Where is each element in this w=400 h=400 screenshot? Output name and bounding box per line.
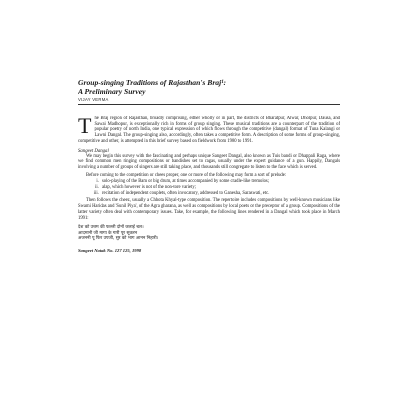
verse-line-3: अजननी पू फिर उपजी, सुर को भाग आनन निहारी। bbox=[78, 236, 159, 242]
intro-text: he Braj region of Rajasthan, broadly comprising, either wholly or in part, the districts of Bharatpur, Alwar, Dholpur, Dausa, and Sawai Madhopur, is exceptionally rich in forms of group singing. These musical traditions are a counterpart of the tradition of popular poetry of north India, one typical expression of which flows through the competitive (dangal) format of Tuna Kalangi or Lawni Dangal. The group-singing also, accordingly, often takes a competitive form. A description of some forms of group-singing, competitive and other, is attempted in this brief survey based on fieldwork from 1980 to 1991. bbox=[78, 116, 340, 144]
intro-paragraph bbox=[78, 116, 340, 145]
body-paragraph-3: Then follows the cheez, usually a Chhota Khyal-type composition. The repertoire includes compositions by well-known musicians like Swami Haridas and 'Sunil Piya', of the Agra gharana, as well as compositions by local poets or the preceptor of a group. Compositions of the latter variety often deal with contemporary issues. Take, for example, the following lines rendered in a Dangal which took place in March 1991: bbox=[78, 198, 340, 221]
list-item: i. solo-playing of the Bam or big drum, at times accompanied by some cradle-like tremolos; bbox=[100, 179, 340, 185]
article-title-line1: Group-singing Traditions of Rajasthan's Braj¹: bbox=[78, 78, 227, 87]
section-heading: Sangeet Dangal bbox=[78, 148, 109, 154]
list-item: iii. recitation of independent couplets, often invocatory, addressed to Ganesha, Saraswati, etc. bbox=[100, 191, 340, 197]
prelude-list bbox=[78, 179, 340, 196]
verse-line-2: आदमानी जी मागा के गारी पूर सूकरन bbox=[78, 230, 138, 236]
article-title-line2: A Preliminary Survey bbox=[78, 87, 146, 96]
hindi-verse bbox=[78, 225, 340, 242]
verse-line-1: देश को उत्तम की फल्ली दोनों जलाई चल। bbox=[78, 225, 144, 231]
body-paragraph-1: We may begin this survey with the fascinating and perhaps unique Sangeet Dangal, also known as Tuis bandi or Dhappali Raga, where we find common men ringing compositions or bandishes set to ragas, usually under the expert guidance of a gun. Happily, Dangals involving a number of groups of singers are still taking place, and thousands still congregate to listen to the face which is served. bbox=[78, 153, 340, 170]
body-paragraph-2: Before coming to the competition or chees proper, one or more of the following may form a sort of prelude: bbox=[86, 172, 287, 178]
article-author: VIJAY VERMA bbox=[78, 97, 340, 105]
article-title bbox=[78, 78, 278, 96]
drop-cap-letter: T bbox=[78, 116, 92, 138]
list-item: ii. alap, which however is not of the non-tore variety; bbox=[100, 185, 340, 191]
journal-page bbox=[78, 78, 340, 318]
journal-citation: Sangeet Natak No. 127 125, 1998 bbox=[78, 248, 142, 254]
